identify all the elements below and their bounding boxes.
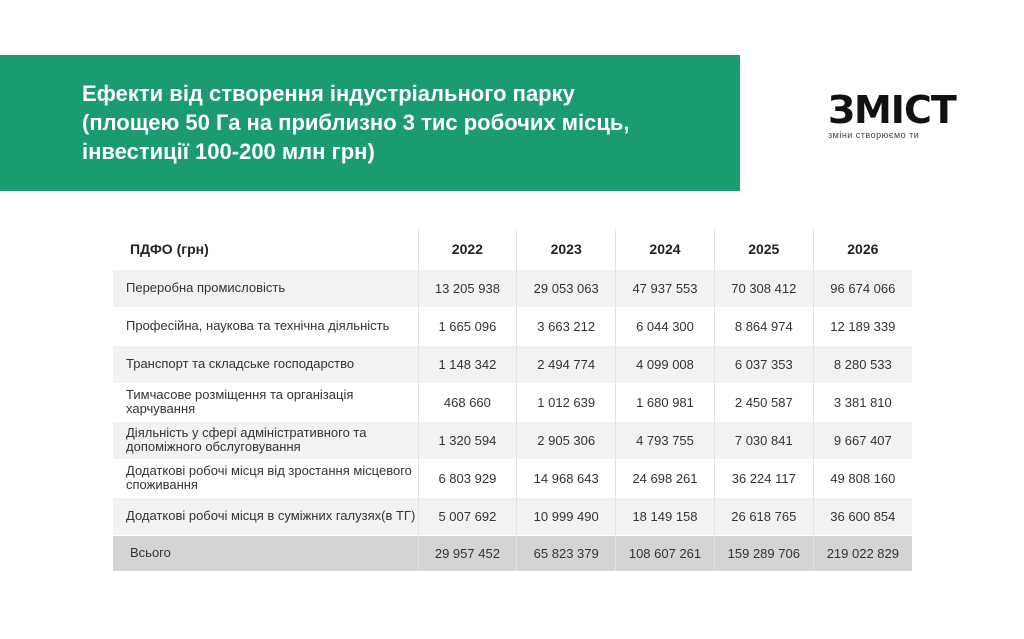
table-cell: 2 905 306 [517, 421, 616, 459]
table-cell: 3 381 810 [813, 383, 912, 421]
row-label: Додаткові робочі місця від зростання місцевого споживання [113, 459, 418, 497]
table-cell: 24 698 261 [616, 459, 715, 497]
total-cell: 65 823 379 [517, 535, 616, 571]
table-total-row [113, 535, 912, 571]
table-cell: 1 680 981 [616, 383, 715, 421]
page-title-line-1: Ефекти від створення індустріального парку [82, 81, 575, 106]
title-banner [0, 55, 740, 191]
table-cell: 10 999 490 [517, 497, 616, 535]
table-cell: 36 224 117 [714, 459, 813, 497]
row-label: Тимчасове розміщення та організація харчування [113, 383, 418, 421]
table-cell: 36 600 854 [813, 497, 912, 535]
table-row [113, 269, 912, 307]
logo-wordmark: ЗМІСТ [828, 88, 956, 132]
total-label: Всього [113, 535, 418, 571]
total-cell: 108 607 261 [616, 535, 715, 571]
row-label: Діяльність у сфері адміністративного та допоміжного обслуговування [113, 421, 418, 459]
table-cell: 6 037 353 [714, 345, 813, 383]
table-cell: 47 937 553 [616, 269, 715, 307]
table-cell: 4 099 008 [616, 345, 715, 383]
table-cell: 14 968 643 [517, 459, 616, 497]
table-cell: 49 808 160 [813, 459, 912, 497]
table-header-row [113, 229, 912, 269]
table-cell: 70 308 412 [714, 269, 813, 307]
table-cell: 13 205 938 [418, 269, 517, 307]
row-label: Додаткові робочі місця в суміжних галузях(в ТГ) [113, 497, 418, 535]
table-cell: 1 320 594 [418, 421, 517, 459]
zmist-logo [828, 88, 956, 150]
table-row [113, 459, 912, 497]
table-cell: 9 667 407 [813, 421, 912, 459]
table-row [113, 383, 912, 421]
table-cell: 2 494 774 [517, 345, 616, 383]
column-header-year: 2026 [813, 229, 912, 269]
row-label: Транспорт та складське господарство [113, 345, 418, 383]
table-cell: 8 864 974 [714, 307, 813, 345]
table-cell: 468 660 [418, 383, 517, 421]
table-row [113, 307, 912, 345]
column-header-year: 2023 [517, 229, 616, 269]
table-cell: 96 674 066 [813, 269, 912, 307]
table-cell: 1 012 639 [517, 383, 616, 421]
table-row [113, 345, 912, 383]
table-cell: 18 149 158 [616, 497, 715, 535]
table-cell: 7 030 841 [714, 421, 813, 459]
table-cell: 2 450 587 [714, 383, 813, 421]
table-cell: 3 663 212 [517, 307, 616, 345]
table-cell: 8 280 533 [813, 345, 912, 383]
table-row [113, 421, 912, 459]
table-cell: 6 803 929 [418, 459, 517, 497]
column-header-year: 2022 [418, 229, 517, 269]
table-cell: 4 793 755 [616, 421, 715, 459]
total-cell: 159 289 706 [714, 535, 813, 571]
column-header-year: 2025 [714, 229, 813, 269]
total-cell: 219 022 829 [813, 535, 912, 571]
page-title-line-3: інвестиції 100-200 млн грн) [82, 139, 375, 164]
table-cell: 1 148 342 [418, 345, 517, 383]
table-cell: 5 007 692 [418, 497, 517, 535]
row-label: Переробна промисловість [113, 269, 418, 307]
pdfo-table [113, 229, 912, 571]
table-cell: 6 044 300 [616, 307, 715, 345]
column-header-label: ПДФО (грн) [113, 229, 418, 269]
total-cell: 29 957 452 [418, 535, 517, 571]
table-cell: 26 618 765 [714, 497, 813, 535]
table-cell: 1 665 096 [418, 307, 517, 345]
pdfo-table-container [113, 229, 912, 571]
table-cell: 12 189 339 [813, 307, 912, 345]
table-row [113, 497, 912, 535]
column-header-year: 2024 [616, 229, 715, 269]
row-label: Професійна, наукова та технічна діяльність [113, 307, 418, 345]
logo-tagline: зміни створюємо ти [828, 130, 920, 140]
page-title-line-2: (площею 50 Га на приблизно 3 тис робочих місць, [82, 110, 630, 135]
table-cell: 29 053 063 [517, 269, 616, 307]
